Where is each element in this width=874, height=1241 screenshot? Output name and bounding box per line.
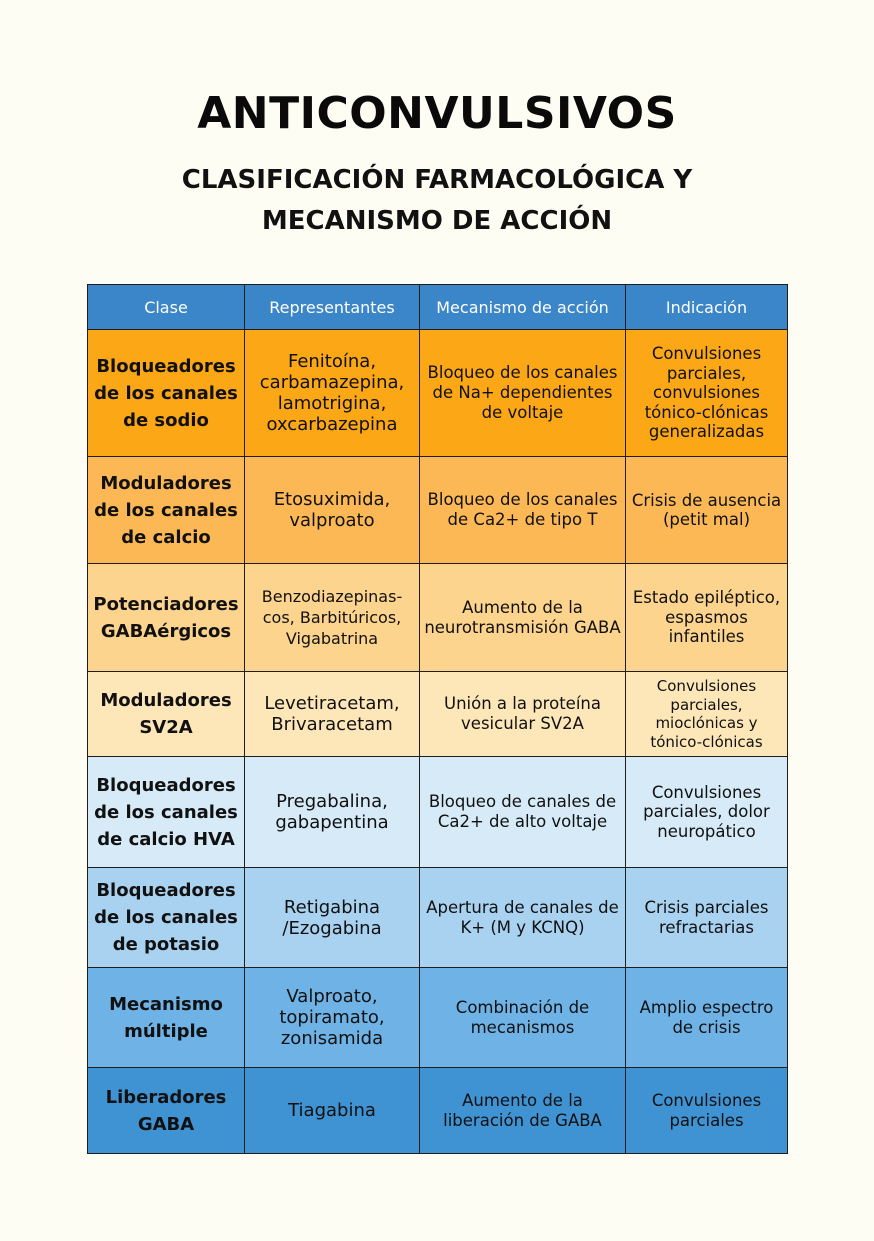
cell-mecanismo: Unión a la proteína vesicular SV2A bbox=[420, 672, 626, 757]
subtitle-line-2: MECANISMO DE ACCIÓN bbox=[261, 206, 613, 236]
header-row bbox=[88, 285, 788, 330]
cell-clase: Moduladores SV2A bbox=[88, 672, 245, 757]
cell-mecanismo: Bloqueo de los canales de Ca2+ de tipo T bbox=[420, 457, 626, 564]
cell-mecanismo: Aumento de la neurotransmisión GABA bbox=[420, 564, 626, 672]
table-row bbox=[88, 564, 788, 672]
cell-indicacion: Amplio espectro de crisis bbox=[626, 968, 788, 1068]
cell-representantes: Fenitoína, carbamazepina, lamotrigina, oxcarbazepina bbox=[245, 330, 420, 457]
cell-clase: Bloqueadores de los canales de sodio bbox=[88, 330, 245, 457]
table-row bbox=[88, 868, 788, 968]
table-row bbox=[88, 757, 788, 868]
header-indicacion: Indicación bbox=[626, 285, 788, 330]
table-row bbox=[88, 330, 788, 457]
cell-clase: Liberadores GABA bbox=[88, 1068, 245, 1154]
cell-indicacion: Convulsiones parciales, mioclónicas y tónico-clónicas bbox=[626, 672, 788, 757]
cell-indicacion: Estado epiléptico, espasmos infantiles bbox=[626, 564, 788, 672]
cell-indicacion: Convulsiones parciales, dolor neuropático bbox=[626, 757, 788, 868]
table-row bbox=[88, 968, 788, 1068]
cell-indicacion: Convulsiones parciales bbox=[626, 1068, 788, 1154]
cell-clase: Bloqueadores de los canales de calcio HVA bbox=[88, 757, 245, 868]
cell-indicacion: Crisis de ausencia (petit mal) bbox=[626, 457, 788, 564]
header-mecanismo: Mecanismo de acción bbox=[420, 285, 626, 330]
page-title: ANTICONVULSIVOS bbox=[197, 88, 677, 139]
cell-mecanismo: Apertura de canales de K+ (M y KCNQ) bbox=[420, 868, 626, 968]
header-representantes: Representantes bbox=[245, 285, 420, 330]
cell-representantes: Valproato, topiramato, zonisamida bbox=[245, 968, 420, 1068]
cell-indicacion: Crisis parciales refractarias bbox=[626, 868, 788, 968]
cell-representantes: Retigabina /Ezogabina bbox=[245, 868, 420, 968]
table-row bbox=[88, 1068, 788, 1154]
classification-table bbox=[87, 284, 788, 1154]
page-subtitle bbox=[0, 160, 874, 242]
cell-clase: Moduladores de los canales de calcio bbox=[88, 457, 245, 564]
cell-representantes: Etosuximida, valproato bbox=[245, 457, 420, 564]
cell-clase: Potenciadores GABAérgicos bbox=[88, 564, 245, 672]
cell-representantes: Tiagabina bbox=[245, 1068, 420, 1154]
subtitle-line-1: CLASIFICACIÓN FARMACOLÓGICA Y bbox=[181, 165, 693, 195]
cell-indicacion: Convulsiones parciales, convulsiones tónico-clónicas generalizadas bbox=[626, 330, 788, 457]
cell-mecanismo: Combinación de mecanismos bbox=[420, 968, 626, 1068]
header-clase: Clase bbox=[88, 285, 245, 330]
cell-representantes: Levetiracetam, Brivaracetam bbox=[245, 672, 420, 757]
cell-representantes: Benzodiazepinas-cos, Barbitúricos, Vigabatrina bbox=[245, 564, 420, 672]
table-row bbox=[88, 672, 788, 757]
cell-clase: Bloqueadores de los canales de potasio bbox=[88, 868, 245, 968]
cell-clase: Mecanismo múltiple bbox=[88, 968, 245, 1068]
cell-mecanismo: Bloqueo de canales de Ca2+ de alto voltaje bbox=[420, 757, 626, 868]
cell-mecanismo: Aumento de la liberación de GABA bbox=[420, 1068, 626, 1154]
table-row bbox=[88, 457, 788, 564]
cell-mecanismo: Bloqueo de los canales de Na+ dependientes de voltaje bbox=[420, 330, 626, 457]
cell-representantes: Pregabalina, gabapentina bbox=[245, 757, 420, 868]
